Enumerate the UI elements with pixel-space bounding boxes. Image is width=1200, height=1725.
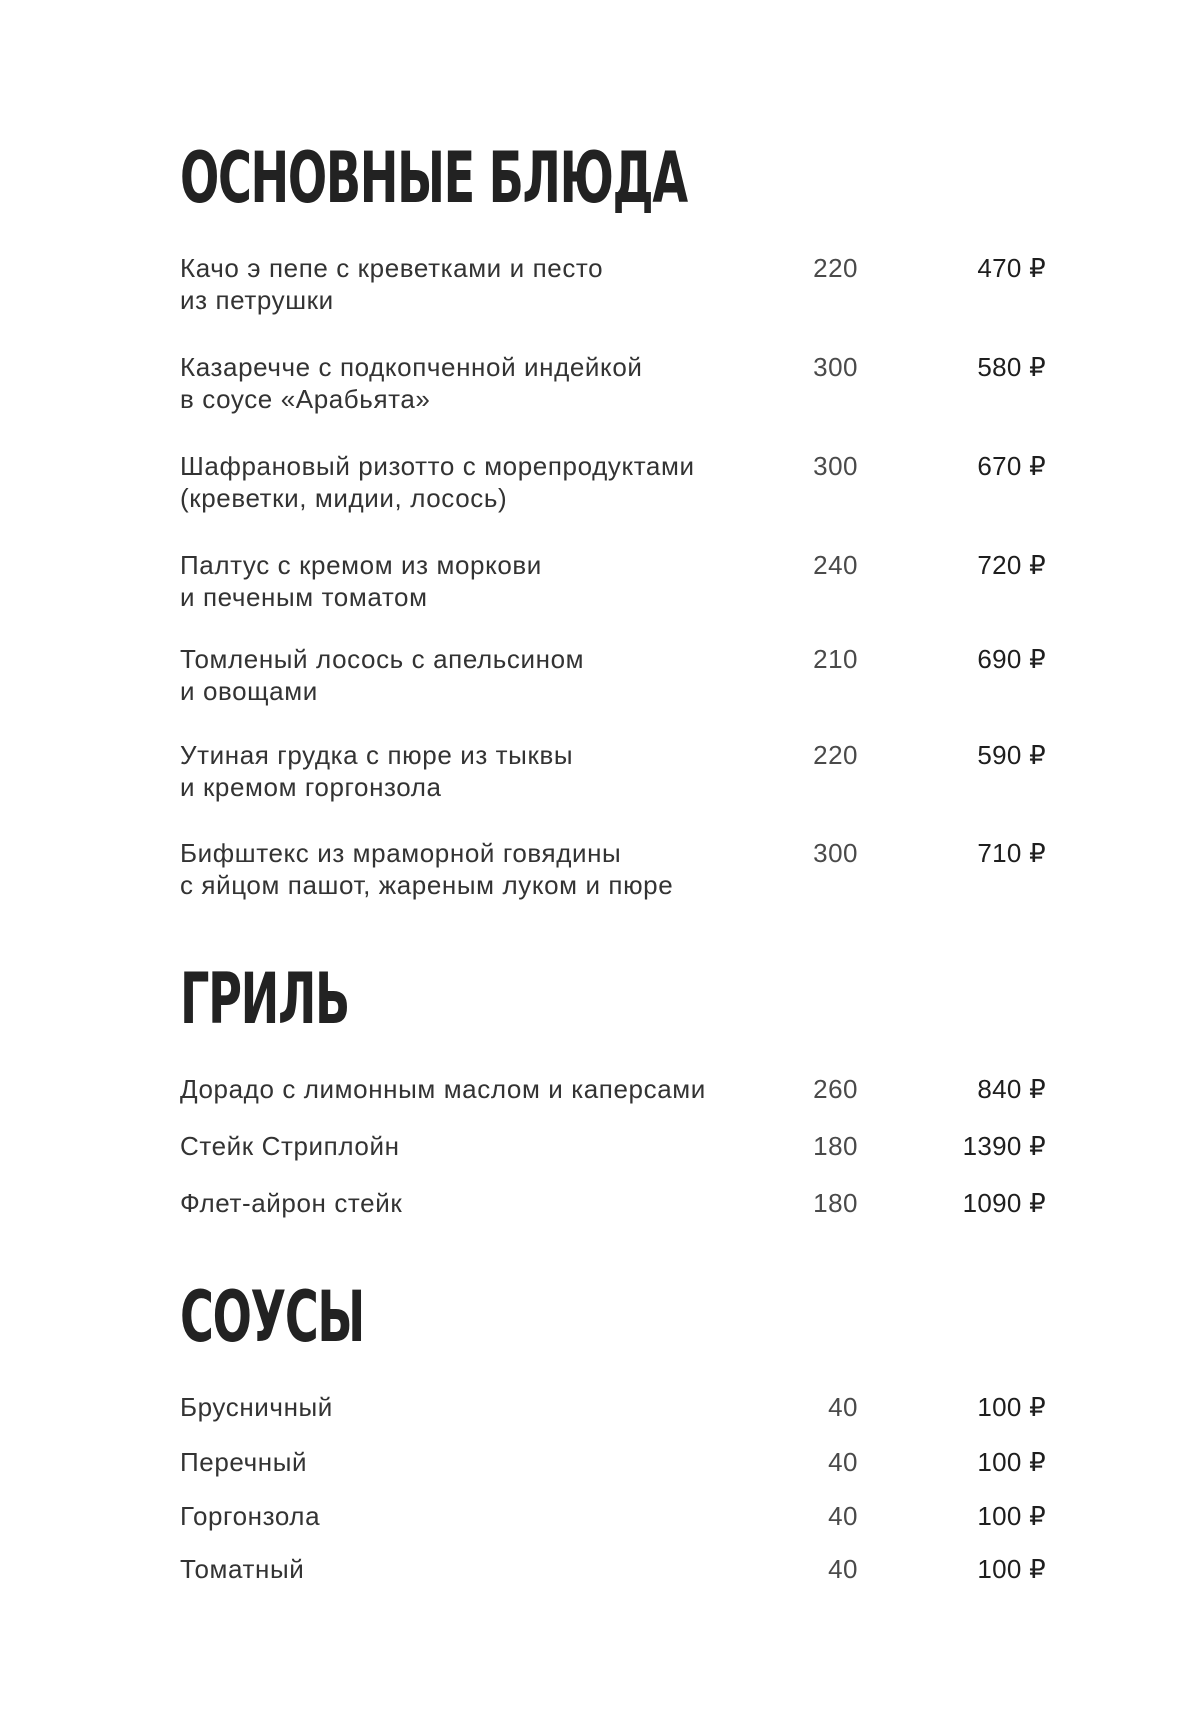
section-grill xyxy=(180,957,1070,1218)
dish-price: 710 ₽ xyxy=(977,838,1046,868)
menu-item xyxy=(180,1391,1070,1431)
menu-item xyxy=(180,252,1070,322)
section-title: ГРИЛЬ xyxy=(180,958,349,1040)
dish-name-line: Стейк Стриплойн xyxy=(180,1131,400,1161)
dish-weight: 40 xyxy=(828,1554,858,1584)
dish-weight: 40 xyxy=(828,1447,858,1477)
dish-name xyxy=(180,739,780,803)
menu-item xyxy=(180,643,1070,713)
dish-name-line: Брусничный xyxy=(180,1392,333,1422)
dish-weight: 180 xyxy=(813,1188,858,1218)
dish-name-line: и кремом горгонзола xyxy=(180,772,442,802)
dish-name xyxy=(180,1130,780,1162)
menu-item xyxy=(180,351,1070,421)
menu-item xyxy=(180,1500,1070,1540)
dish-weight: 300 xyxy=(813,451,858,481)
dish-name-line: и овощами xyxy=(180,676,318,706)
dish-weight: 220 xyxy=(813,253,858,283)
dish-name-line: Томатный xyxy=(180,1554,305,1584)
dish-name xyxy=(180,1500,780,1532)
dish-price: 580 ₽ xyxy=(977,352,1046,382)
dish-price: 100 ₽ xyxy=(977,1501,1046,1531)
dish-name-line: Качо э пепе с креветками и песто xyxy=(180,253,604,283)
dish-name xyxy=(180,252,780,316)
dish-name-line: Шафрановый ризотто с морепродуктами xyxy=(180,451,695,481)
dish-price: 100 ₽ xyxy=(977,1392,1046,1422)
dish-name xyxy=(180,1446,780,1478)
dish-weight: 180 xyxy=(813,1131,858,1161)
dish-name-line: из петрушки xyxy=(180,285,334,315)
dish-price: 840 ₽ xyxy=(977,1074,1046,1104)
dish-weight: 220 xyxy=(813,740,858,770)
menu-item xyxy=(180,549,1070,619)
dish-weight: 240 xyxy=(813,550,858,580)
section-main-dishes xyxy=(180,136,1070,900)
dish-weight: 40 xyxy=(828,1392,858,1422)
menu-item xyxy=(180,1130,1070,1170)
dish-price: 720 ₽ xyxy=(977,550,1046,580)
dish-price: 470 ₽ xyxy=(977,253,1046,283)
dish-name xyxy=(180,351,780,415)
menu-item xyxy=(180,1073,1070,1113)
menu-item xyxy=(180,1187,1070,1227)
dish-name-line: Бифштекс из мраморной говядины xyxy=(180,838,622,868)
dish-name-line: Томленый лосось с апельсином xyxy=(180,644,585,674)
dish-name xyxy=(180,549,780,613)
dish-price: 100 ₽ xyxy=(977,1447,1046,1477)
dish-price: 1090 ₽ xyxy=(962,1188,1046,1218)
dish-name xyxy=(180,643,780,707)
dish-name xyxy=(180,450,780,514)
menu-item xyxy=(180,450,1070,520)
dish-name-line: Утиная грудка с пюре из тыквы xyxy=(180,740,574,770)
dish-weight: 300 xyxy=(813,838,858,868)
dish-weight: 260 xyxy=(813,1074,858,1104)
dish-price: 590 ₽ xyxy=(977,740,1046,770)
section-sauces xyxy=(180,1275,1070,1584)
dish-name-line: Казаречче с подкопченной индейкой xyxy=(180,352,643,382)
dish-name-line: Горгонзола xyxy=(180,1501,321,1531)
menu-item xyxy=(180,1553,1070,1593)
dish-price: 1390 ₽ xyxy=(962,1131,1046,1161)
dish-name xyxy=(180,1553,780,1585)
dish-name-line: (креветки, мидии, лосось) xyxy=(180,483,508,513)
dish-name-line: Флет-айрон стейк xyxy=(180,1188,403,1218)
section-title: ОСНОВНЫЕ БЛЮДА xyxy=(180,137,687,219)
section-title: СОУСЫ xyxy=(180,1276,364,1358)
menu-item xyxy=(180,837,1070,907)
dish-name xyxy=(180,1073,780,1105)
dish-name-line: Перечный xyxy=(180,1447,308,1477)
dish-weight: 40 xyxy=(828,1501,858,1531)
menu-item xyxy=(180,739,1070,809)
dish-name xyxy=(180,837,780,901)
dish-price: 690 ₽ xyxy=(977,644,1046,674)
dish-price: 670 ₽ xyxy=(977,451,1046,481)
menu-item xyxy=(180,1446,1070,1486)
dish-name-line: в соусе «Арабьята» xyxy=(180,384,431,414)
dish-name-line: и печеным томатом xyxy=(180,582,428,612)
dish-name-line: Палтус с кремом из моркови xyxy=(180,550,542,580)
dish-price: 100 ₽ xyxy=(977,1554,1046,1584)
dish-name xyxy=(180,1391,780,1423)
dish-name-line: Дорадо с лимонным маслом и каперсами xyxy=(180,1074,706,1104)
dish-weight: 210 xyxy=(813,644,858,674)
dish-weight: 300 xyxy=(813,352,858,382)
dish-name xyxy=(180,1187,780,1219)
dish-name-line: с яйцом пашот, жареным луком и пюре xyxy=(180,870,674,900)
